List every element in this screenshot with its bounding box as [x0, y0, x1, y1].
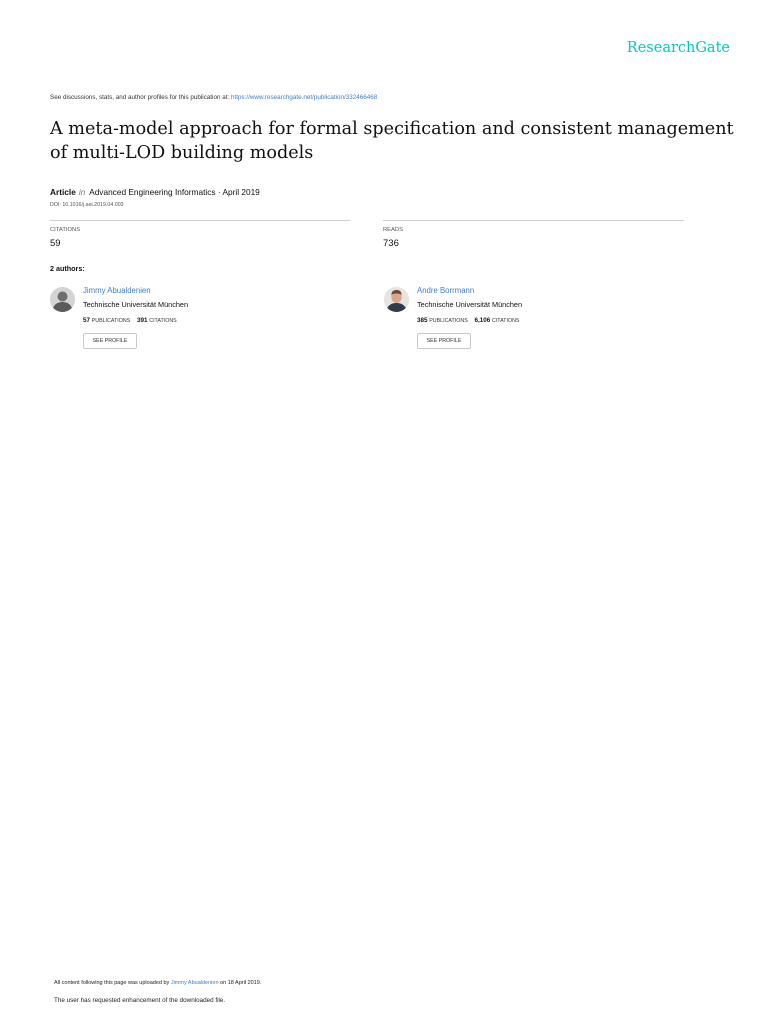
publication-type: Article: [50, 187, 76, 197]
author-name[interactable]: Jimmy Abualdenien: [83, 286, 151, 295]
researchgate-logo[interactable]: ResearchGate: [626, 40, 730, 56]
publications-count: 385: [417, 317, 428, 324]
citations-divider: [50, 220, 350, 221]
author-citations-label: CITATIONS: [492, 318, 520, 324]
publication-doi: DOI: 10.1016/j.aei.2019.04.003: [50, 202, 124, 208]
discussion-line: [50, 94, 377, 101]
publication-link[interactable]: https://www.researchgate.net/publication/332466468: [230, 94, 378, 101]
see-profile-button[interactable]: SEE PROFILE: [83, 333, 137, 349]
author-stats: [83, 317, 177, 324]
uploader-link[interactable]: Jimmy Abualdenien: [170, 980, 219, 986]
publication-title: A meta-model approach for formal specification and consistent management of multi-LOD building models: [50, 119, 734, 163]
citations-count: 6,106: [474, 317, 491, 324]
author-card: [50, 286, 350, 356]
author-card: [384, 286, 684, 356]
person-photo-grayscale-icon[interactable]: [50, 287, 75, 312]
author-citations-label: CITATIONS: [149, 318, 177, 324]
citations-label: CITATIONS: [50, 227, 81, 233]
upload-note: [54, 980, 261, 986]
author-name[interactable]: Andre Borrmann: [417, 286, 475, 295]
publications-label: PUBLICATIONS: [91, 318, 131, 324]
enhancement-note: The user has requested enhancement of the downloaded file.: [54, 997, 226, 1004]
author-stats: [417, 317, 519, 324]
in-word: in: [78, 187, 86, 197]
author-institution: Technische Universität München: [83, 300, 189, 309]
citations-value: 59: [50, 238, 61, 249]
discussion-prefix: See discussions, stats, and author profiles for this publication at:: [50, 94, 230, 101]
reads-divider: [383, 220, 684, 221]
publication-meta: [50, 187, 260, 197]
reads-label: READS: [383, 227, 403, 233]
person-photo-color-icon[interactable]: [384, 287, 409, 312]
publications-count: 57: [83, 317, 91, 324]
see-profile-button[interactable]: SEE PROFILE: [417, 333, 471, 349]
publication-venue[interactable]: Advanced Engineering Informatics · April 2019: [89, 187, 260, 197]
publications-label: PUBLICATIONS: [429, 318, 468, 324]
upload-suffix: on 18 April 2019.: [220, 980, 262, 986]
reads-value: 736: [383, 238, 399, 249]
authors-heading: 2 authors:: [50, 264, 85, 273]
author-institution: Technische Universität München: [417, 300, 523, 309]
upload-prefix: All content following this page was uploaded by: [54, 980, 170, 986]
citations-count: 391: [136, 317, 148, 324]
